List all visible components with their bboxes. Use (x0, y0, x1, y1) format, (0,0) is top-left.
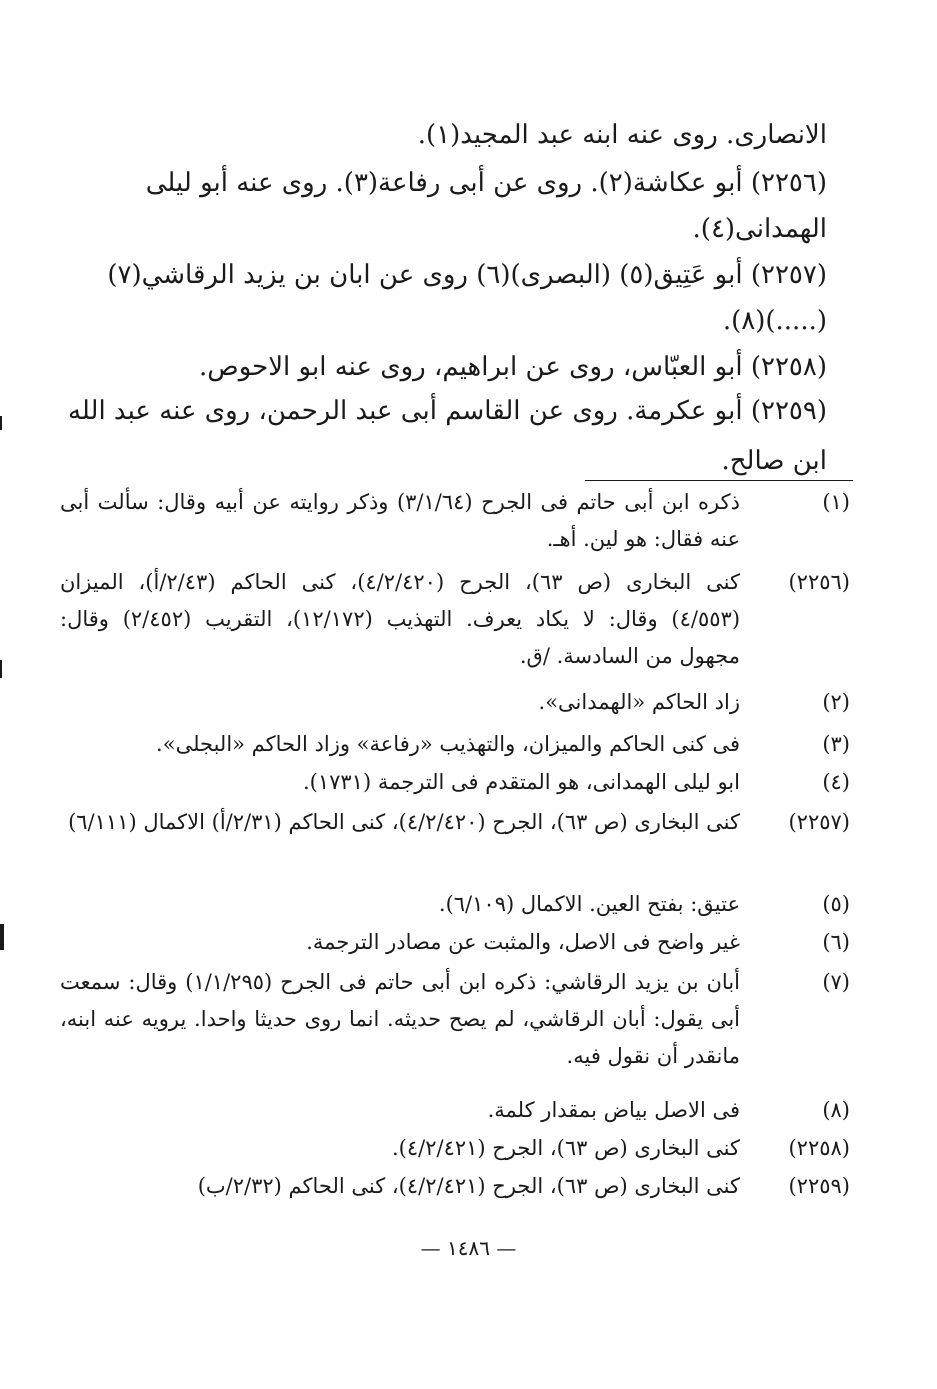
footnote-label: (٢٢٥٧) (788, 810, 850, 834)
footnote-7 (60, 964, 850, 1075)
footnote-2258 (60, 1130, 850, 1167)
footnote-2 (60, 684, 850, 721)
footnote-separator (585, 480, 853, 481)
footnote-text: عتيق: بفتح العين. الاكمال (٦/١٠٩). (438, 892, 740, 916)
footnote-text: زاد الحاكم «الهمدانى». (538, 690, 740, 714)
body-line-4: (٢٢٥٧) أبو عَتِيق(٥) (البصرى)(٦) روى عن ابان بن يزيد الرقاشي(٧) (107, 260, 827, 290)
footnote-2257 (60, 804, 850, 841)
footnote-label: (٧) (822, 970, 850, 994)
footnote-label: (٢٢٥٨) (788, 1136, 850, 1160)
footnote-6 (60, 924, 850, 961)
page-number: — ١٤٨٦ — (420, 1236, 517, 1260)
footnote-label: (٥) (822, 892, 850, 916)
footnote-text: ابو ليلى الهمدانى، هو المتقدم فى الترجمة (١٧٣١). (302, 770, 740, 794)
footnote-text: كنى البخارى (ص ٦٣)، الجرح (٤/٢/٤٢١). (392, 1136, 740, 1160)
body-line-5: (.....)(٨). (722, 306, 827, 336)
scan-edge-mark (0, 924, 4, 950)
footnote-label: (٣) (822, 732, 850, 756)
footnote-label: (٤) (822, 770, 850, 794)
footnote-text: ذكره ابن أبى حاتم فى الجرح (٣/١/٦٤) وذكر روايته عن أبيه وقال: سألت أبى عنه فقال: هو لين. أهـ. (60, 490, 740, 551)
scan-edge-mark (0, 660, 2, 678)
body-line-7: (٢٢٥٩) أبو عكرمة. روى عن القاسم أبى عبد الرحمن، روى عنه عبد الله (67, 396, 827, 426)
footnote-5 (60, 886, 850, 923)
footnote-1 (60, 484, 850, 558)
footnote-label: (٢) (822, 690, 850, 714)
footnote-2256 (60, 564, 850, 675)
footnote-label: (٨) (822, 1098, 850, 1122)
footnote-2259 (60, 1168, 850, 1205)
body-line-2: (٢٢٥٦) أبو عكاشة(٢). روى عن أبى رفاعة(٣). روى عنه أبو ليلى (145, 168, 827, 198)
footnote-text: أبان بن يزيد الرقاشي: ذكره ابن أبى حاتم فى الجرح (١/١/٢٩٥) وقال: سمعت أبى يقول: أبان الرقاشي، لم يصح حديثه. انما روى حديثا واحدا. يرويه عنه ابنه، مانقدر أن نقول فيه. (60, 970, 740, 1068)
footnote-text: كنى البخارى (ص ٦٣)، الجرح (٤/٢/٤٢١)، كنى الحاكم (٢/٣٢/ب) (197, 1174, 740, 1198)
body-line-6: (٢٢٥٨) أبو العبّاس، روى عن ابراهيم، روى عنه ابو الاحوص. (199, 352, 827, 382)
body-line-3: الهمدانى(٤). (692, 214, 827, 244)
footnote-8 (60, 1092, 850, 1129)
body-line-1: الانصارى. روى عنه ابنه عبد المجيد(١). (417, 120, 827, 150)
footnote-label: (٢٢٥٩) (788, 1174, 850, 1198)
footnote-text: فى كنى الحاكم والميزان، والتهذيب «رفاعة» وزاد الحاكم «البجلى». (156, 732, 740, 756)
footnote-label: (٢٢٥٦) (788, 570, 850, 594)
scan-edge-mark (0, 416, 2, 430)
footnote-text: فى الاصل بياض بمقدار كلمة. (487, 1098, 740, 1122)
footnote-text: كنى البخارى (ص ٦٣)، الجرح (٤/٢/٤٢٠)، كنى الحاكم (٢/٣١/أ) الاكمال (٦/١١١) (68, 810, 740, 834)
footnote-label: (١) (822, 490, 850, 514)
body-line-8: ابن صالح. (721, 446, 827, 476)
footnote-label: (٦) (822, 930, 850, 954)
footnote-text: كنى البخارى (ص ٦٣)، الجرح (٤/٢/٤٢٠)، كنى الحاكم (٢/٤٣/أ)، الميزان (٤/٥٥٣) وقال: لا يكاد يعرف. التهذيب (١٢/١٧٢)، التقريب (٢/٤٥٢) وقال: مجهول من السادسة. /ق. (60, 570, 741, 668)
footnote-4 (60, 764, 850, 801)
footnote-text: غير واضح فى الاصل، والمثبت عن مصادر الترجمة. (306, 930, 740, 954)
footnote-3 (60, 726, 850, 763)
